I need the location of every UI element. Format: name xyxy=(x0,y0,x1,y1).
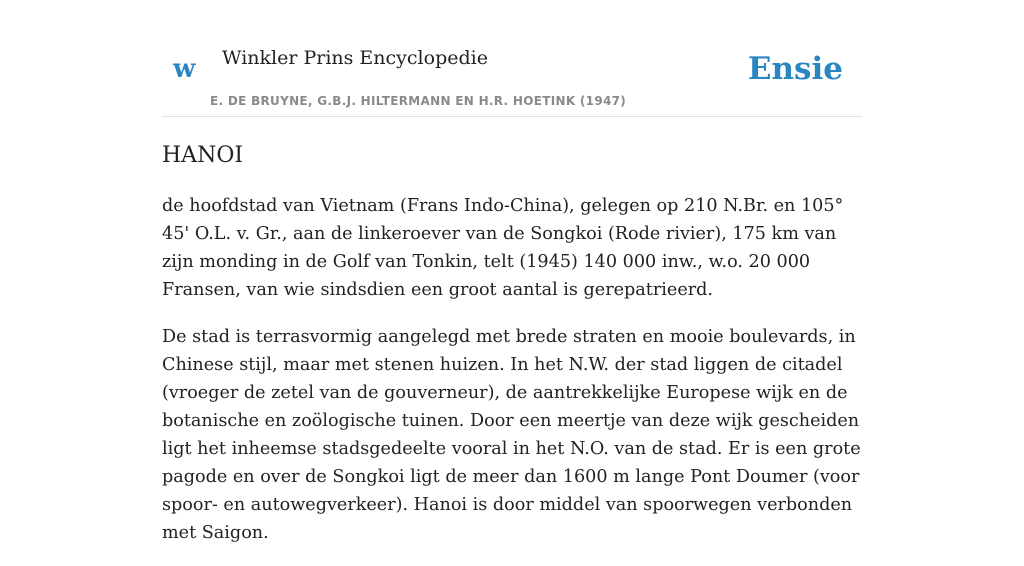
ensie-brand-logo[interactable]: Ensie xyxy=(747,51,843,87)
article-page xyxy=(162,0,862,543)
entry-body xyxy=(162,192,862,566)
entry-paragraph: De stad is terrasvormig aangelegd met brede straten en mooie boulevards, in Chinese stijl, maar met stenen huizen. In het N.W. der stad liggen de citadel (vroeger de zetel van de gouverneur), de aantrekkelijke Europese wijk en de botanische en zoölogische tuinen. Door een meertje van deze wijk gescheiden ligt het inheemse stadsgedeelte vooral in het N.O. van de stad. Er is een grote pagode en over de Songkoi ligt de meer dan 1600 m lange Pont Doumer (voor spoor- en autowegverkeer). Hanoi is door middel van spoorwegen verbonden met Saigon. xyxy=(162,327,861,543)
book-authors: E. DE BRUYNE, G.B.J. HILTERMANN EN H.R. HOETINK (1947) xyxy=(210,94,627,108)
book-title[interactable]: Winkler Prins Encyclopedie xyxy=(222,47,488,69)
entry-paragraph: de hoofdstad van Vietnam (Frans Indo-China), gelegen op 210 N.Br. en 105° 45' O.L. v. Gr., aan de linkeroever van de Songkoi (Rode rivier), 175 km van zijn monding in de Golf van Tonkin, telt (1945) 140 000 inw., w.o. 20 000 Fransen, van wie sindsdien een groot aantal is gerepatrieerd. xyxy=(162,196,844,300)
winkler-prins-logo[interactable]: w xyxy=(173,54,196,84)
site-header xyxy=(162,0,862,117)
entry-title: HANOI xyxy=(162,143,244,168)
